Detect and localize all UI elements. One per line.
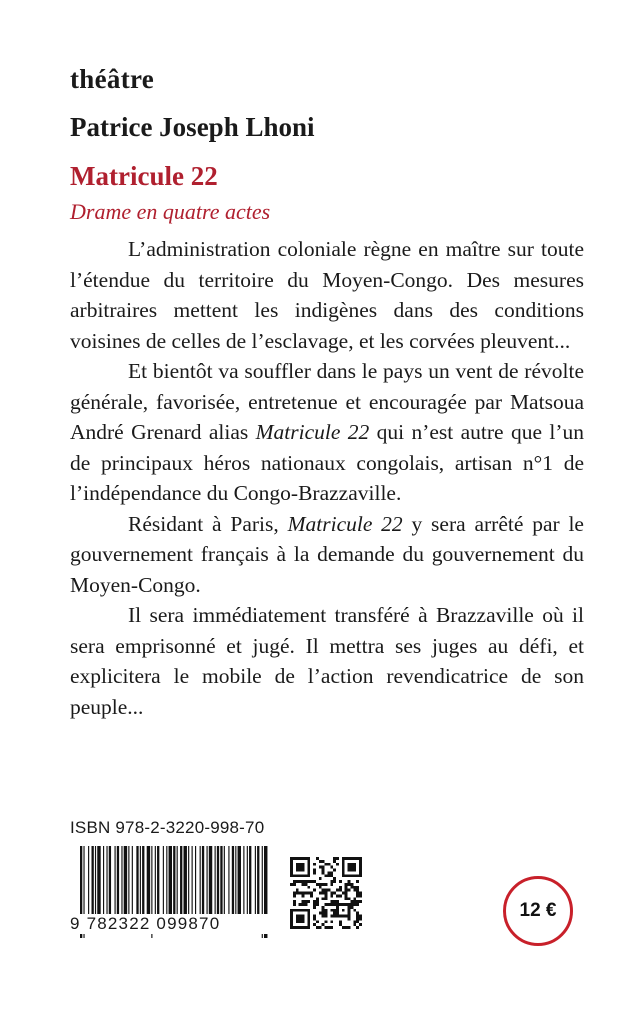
price-badge: 12 € (503, 876, 573, 946)
book-title: Matricule 22 (70, 161, 218, 191)
qr-code-icon (290, 857, 362, 929)
blurb-emphasis: Matricule 22 (287, 511, 403, 536)
barcode-digits: 9 782322 099870 (70, 914, 270, 934)
barcode (70, 846, 270, 958)
blurb-paragraph-2: Et bientôt va souffler dans le pays un vent de révolte générale, favorisée, entretenue et encouragée par Matsoua André Grenard alias Matricule 22 qui n’est autre que l’un de principaux héros nationaux congolais, artisan n°1 de l’indépendance du Congo-Brazzaville. (70, 359, 584, 505)
blurb-paragraph-3: Résidant à Paris, Matricule 22 y sera arrêté par le gouvernement français à la demande du gouvernement du Moyen-Congo. (70, 511, 584, 597)
blurb-emphasis: Matricule 22 (255, 420, 370, 444)
blurb-paragraph-1: L’administration coloniale règne en maître sur toute l’étendue du territoire du Moyen-Congo. Des mesures arbitraires mettent les indigènes dans des conditions voisines de celles de l’esclavage, et les corvées pleuvent... (70, 237, 584, 353)
author-name: Patrice Joseph Lhoni (70, 112, 315, 142)
book-subtitle: Drame en quatre actes (70, 199, 271, 224)
genre-label: théâtre (70, 64, 155, 94)
blurb (70, 234, 584, 722)
blurb-paragraph-4: Il sera immédiatement transféré à Brazzaville où il sera emprisonné et jugé. Il mettra ses juges au défi, et explicitera le mobile de l’action revendicatrice de son peuple... (70, 603, 584, 719)
isbn-text: ISBN 978-2-3220-998-70 (70, 818, 265, 837)
